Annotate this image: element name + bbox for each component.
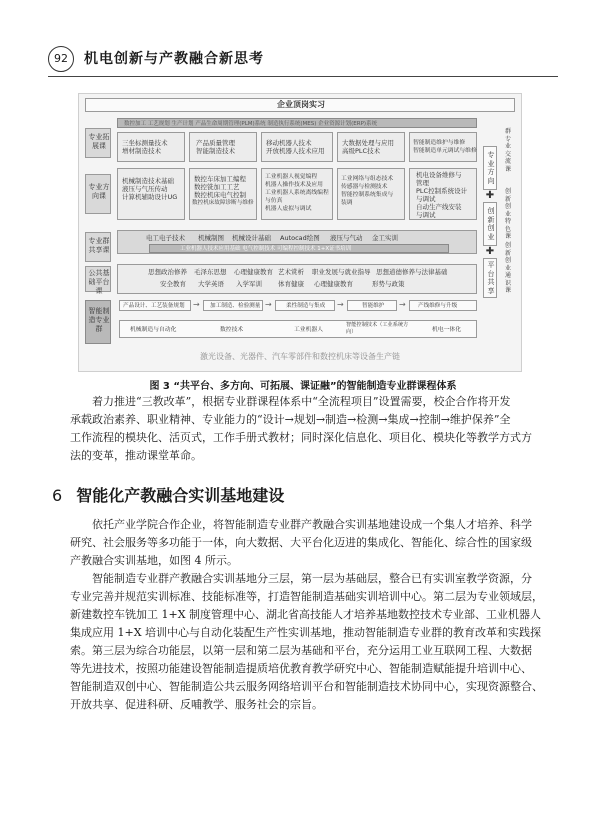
text-line: 专业完善并规范实训标准、技能标准等，打造智能制造基础实训培训中心。第二层为专业领域层， [70, 590, 543, 603]
right-big-text: 专业方向 [487, 151, 495, 185]
public-item: 艺术赏析 [278, 268, 304, 276]
left-label-text: 公共基础平台课 [88, 269, 110, 295]
header-rule [48, 76, 558, 77]
top-banner-text: 企业顶岗实习 [277, 100, 325, 109]
arrow-right-icon: → [193, 300, 200, 309]
flow2-row [119, 320, 477, 338]
flow1-text: 加工制造、检验测量 [210, 303, 261, 309]
dir-line: 自动生产线安装 [416, 203, 462, 211]
arrow-right-icon: → [337, 300, 344, 309]
shared-item: 机械设计基础 [232, 234, 271, 242]
section-number: 6 [52, 486, 63, 505]
paragraph [70, 570, 548, 714]
left-label-public [85, 266, 111, 295]
dir-line: 工业机器人系统离线编程 [265, 190, 329, 196]
public-item: 体育健康 [278, 280, 304, 288]
dir-box [189, 168, 257, 220]
left-label-text: 专业拓展课 [88, 133, 110, 150]
text-line: 着力推进“三教改革”，根据专业群课程体系中“全流程项目”设置需要，校企合作将开发 [92, 395, 511, 408]
ext-box [117, 132, 185, 162]
gray-strip [117, 118, 477, 128]
public-item: 心理健康教育 [314, 280, 353, 288]
public-platform [117, 264, 477, 294]
arrow-right-icon: → [399, 300, 406, 309]
dir-box [261, 168, 333, 220]
right-big-box [483, 202, 497, 246]
section-heading [52, 483, 284, 506]
public-item: 入学军训 [236, 280, 262, 288]
ext-line: 三坐标测量技术 [122, 139, 168, 147]
arrow-right-icon: → [265, 300, 272, 309]
shared-sub-strip [149, 244, 449, 253]
shared-item: 机械制图 [198, 234, 224, 242]
text-line: 依托产业学院合作企业，将智能制造专业群产教融合实训基地建设成一个集人才培养、科学 [92, 518, 532, 531]
ext-line: 开放机器人技术应用 [266, 147, 325, 155]
left-label-ext [85, 128, 111, 158]
shared-item: Autocad绘图 [280, 234, 320, 242]
flow2-text: 工业机器人 [294, 327, 323, 333]
flow1-box [203, 300, 263, 311]
public-item: 心理健康教育 [234, 268, 273, 276]
public-item: 大学英语 [198, 280, 224, 288]
dir-line: 装调 [341, 200, 353, 206]
dir-line: PLC控制系统设计 [416, 187, 468, 195]
flow1-text: 产品设计、工艺装备规划 [123, 303, 185, 309]
text-line: 开放共享、促进科研、反哺教学、服务社会的宗旨。 [70, 698, 323, 711]
diagram-bottom-note: 激光设备、光器件、汽车零部件和数控机床等设备生产链 [200, 352, 400, 361]
dir-line: 机械制造技术基础 [122, 177, 174, 185]
text-line: 索。第三层为综合功能层，以第一层和第二层为基础和平台，充分运用工业互联网工程、大数据 [70, 644, 532, 657]
dir-line: 与调试 [416, 195, 436, 203]
dir-line: 与调试 [416, 211, 436, 219]
left-label-text: 专业方向课 [88, 183, 110, 200]
flow1-text: 产线维修与升级 [418, 303, 458, 309]
public-item: 毛泽东思想 [194, 268, 227, 276]
section-title: 智能化产教融合实训基地建设 [76, 486, 285, 505]
ext-box [189, 132, 257, 162]
right-list-text: 创新创业特色课 [504, 188, 511, 240]
flow1-box [409, 300, 477, 311]
text-line: 工作流程的模块化、活页式，工作手册式教材；同时深化信息化、项目化、模块化等教学方式方 [70, 431, 532, 444]
flow2-text: 数控技术 [220, 327, 244, 333]
left-label-text: 专业群共享课 [88, 237, 110, 254]
paragraph [70, 393, 548, 465]
right-list-text: 群专业交流课 [504, 128, 511, 173]
running-title: 机电创新与产教融合新思考 [84, 51, 264, 67]
flow1-text: 智能维护 [362, 303, 385, 309]
text-line: 智能制造专业群产教融合实训基地分三层，第一层为基础层，整合已有实训室教学资源，分 [92, 572, 532, 585]
ext-line: 智能制造单元调试与维修 [413, 148, 477, 154]
flow1-box [275, 300, 335, 311]
dir-line: 数控车床加工编程 [194, 175, 246, 183]
ext-line: 移动机器人技术 [266, 139, 312, 147]
public-item: 安全教育 [160, 280, 186, 288]
ext-line: 智能制造技术 [196, 147, 235, 155]
dir-line: 工业机器人视觉编程 [265, 174, 318, 180]
text-line: 等先进技术，按照功能建设智能制造提质培优教育教学研究中心、智能制造赋能提升培训中心、 [70, 662, 532, 675]
flow2-text: 机械制造与自动化 [130, 327, 177, 333]
shared-item: 电工电子技术 [146, 234, 185, 242]
text-line: 承载政治素养、职业精神、专业能力的“设计→规划→制造→检测→集成→控制→维护保养”全 [70, 413, 511, 426]
public-item: 思想道德修养与法律基础 [376, 268, 448, 276]
plus-icon: ✚ [485, 190, 495, 201]
text-line: 智能制造双创中心、智能制造公共云服务网络培训平台和智能制造技术协同中心，实现资源整合、 [70, 680, 543, 693]
shared-item: 金工实训 [372, 234, 398, 242]
right-list-text: 创新创业通识课 [504, 242, 511, 294]
ext-line: 智能制造维护与维修 [413, 140, 466, 146]
left-label-shared [85, 232, 111, 262]
flow1-box [347, 300, 397, 311]
dir-line: 管理 [416, 179, 429, 187]
text-line: 法的变革，推动课堂革命。 [70, 449, 202, 462]
dir-line: 数控机床故障诊断与维修 [192, 200, 254, 206]
plus-icon: ✚ [485, 246, 495, 257]
paragraph [70, 516, 548, 570]
dir-line: 智能控制系统集成与 [341, 192, 394, 198]
text-line: 产教融合实训基地，如图 4 所示。 [70, 554, 238, 567]
left-label-text: 智能制造专业群 [88, 307, 110, 333]
left-label-group [85, 300, 111, 344]
dir-box [409, 168, 477, 220]
dir-line: 数控机床电气控制 [194, 191, 246, 199]
public-item: 职业发展与就业指导 [312, 268, 371, 276]
shared-sub-text: 工业机器人技术应用基础 电气控制技术 可编程控制技术 1+X证书培训 [180, 246, 352, 252]
dir-box [117, 168, 185, 220]
ext-box [337, 132, 405, 162]
dir-box [337, 168, 405, 220]
flow1-box [119, 300, 191, 311]
text-line: 研究、社会服务等多功能于一体，向大数据、大平台化迈进的集成化、智能化、综合性的国家级 [70, 536, 532, 549]
ext-box [261, 132, 333, 162]
right-big-text: 平台共享 [487, 261, 495, 295]
dir-line: 计算机辅助设计UG [122, 193, 178, 201]
ext-line: 大数据处理与应用 [342, 139, 394, 147]
dir-line: 传感器与检测技术 [341, 184, 388, 190]
text-line: 集成应用 1+X 培训中心与自动化装配生产性实训基地，推动智能制造专业群的教育改革和实践探 [70, 626, 542, 639]
gray-strip-text: 数控加工 工艺规划 生产计划 产品生命周期管理(PLM)系统 制造执行系统(MES) 企业资源计划(ERP)系统 [124, 121, 378, 127]
course-system-diagram [78, 93, 522, 372]
ext-box [409, 132, 477, 162]
dir-line: 工业网络与组态技术 [341, 176, 394, 182]
public-item: 思想政治修养 [148, 268, 187, 276]
text-line: 新建数控车铣加工 1+X 制度管理中心、湖北省高技能人才培养基地数控技术专业部、工业机器人 [70, 608, 542, 621]
public-item: 形势与政策 [372, 280, 405, 288]
ext-line: 增材制造技术 [122, 147, 161, 155]
ext-line: 产品质量管理 [196, 139, 235, 147]
dir-line: 与仿真 [265, 198, 283, 204]
left-label-dir [85, 174, 111, 214]
flow1-text: 柔性制造与集成 [286, 303, 326, 309]
ext-line: 高级PLC技术 [342, 147, 381, 155]
right-big-box [483, 258, 497, 298]
shared-item: 液压与气动 [330, 234, 363, 242]
dir-line: 数控铣加工工艺 [194, 183, 240, 191]
right-big-text: 创新创业 [487, 207, 495, 241]
page-number: 92 [48, 46, 74, 72]
figure-caption: 图 3 “共平台、多方向、可拓展、课证融”的智能制造专业群课程体系 [149, 381, 457, 392]
right-big-box [483, 146, 497, 190]
flow2-text: 智能控制技术（工业系统方向） [346, 322, 409, 335]
flow2-text: 机电一体化 [432, 327, 461, 333]
top-banner [85, 98, 515, 112]
dir-line: 机电设备维修与 [416, 171, 462, 179]
dir-line: 液压与气压传动 [122, 185, 168, 193]
dir-line: 机器人操作技术及应用 [265, 182, 323, 188]
dir-line: 机器人虚拟与调试 [265, 206, 312, 212]
